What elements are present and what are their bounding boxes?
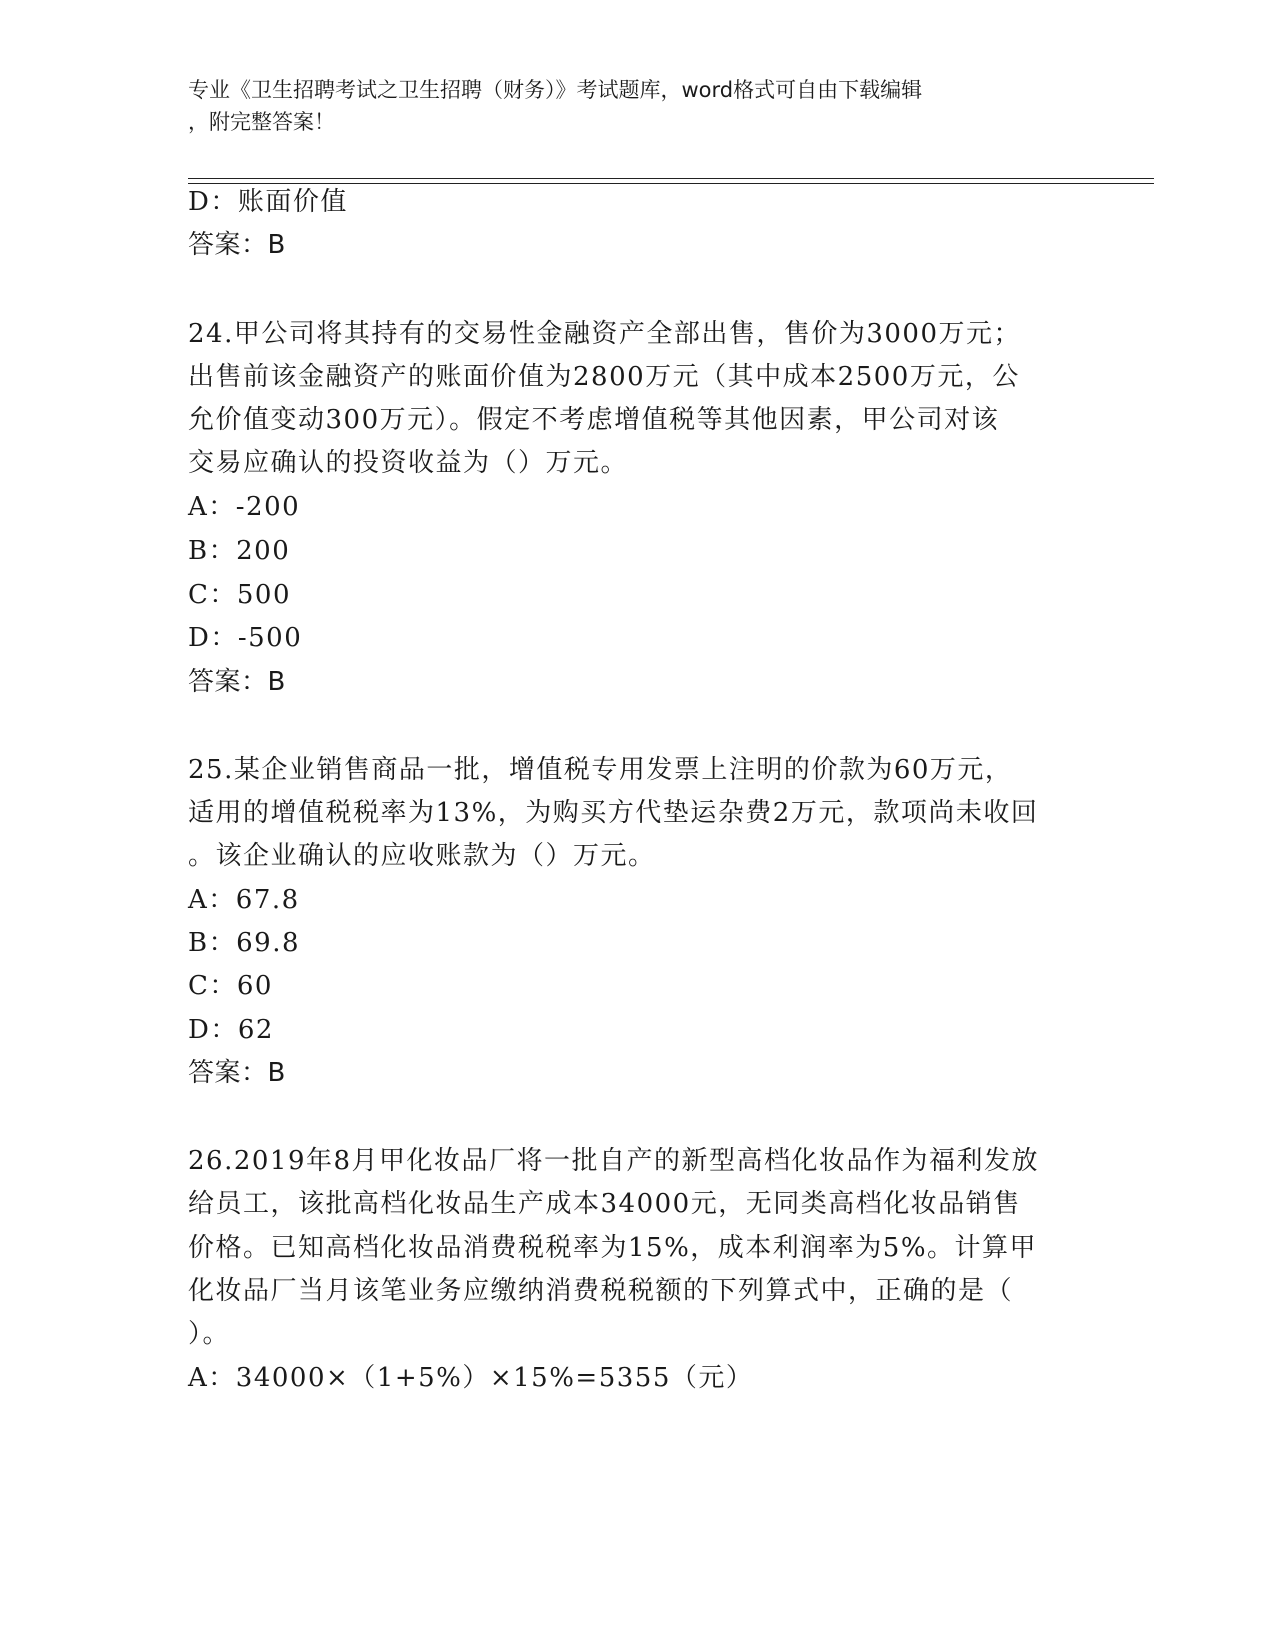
- q25-option-b: B：69.8: [188, 928, 300, 958]
- header-title-line-2: ，附完整答案！: [188, 110, 335, 134]
- q25-text-line-2: 适用的增值税税率为13%，为购买方代垫运杂费2万元，款项尚未收回: [188, 798, 1039, 828]
- q24-option-d: D：-500: [188, 623, 303, 653]
- q26-option-a: A：34000×（1+5%）×15%=5355（元）: [188, 1363, 754, 1393]
- q25-option-a: A：67.8: [188, 885, 300, 915]
- q24-text-line-4: 交易应确认的投资收益为（）万元。: [188, 448, 629, 478]
- q24-option-c: C：500: [188, 580, 292, 610]
- q24-option-a: A：-200: [188, 492, 301, 522]
- document-header: [188, 74, 1068, 138]
- q26-text-line-5: ）。: [188, 1319, 231, 1349]
- q25-option-c: C：60: [188, 971, 273, 1001]
- q24-text-line-3: 允价值变动300万元）。假定不考虑增值税等其他因素，甲公司对该: [188, 405, 1000, 435]
- q24-text-line-2: 出售前该金融资产的账面价值为2800万元（其中成本2500万元，公: [188, 362, 1020, 392]
- q25-text-line-3: 。该企业确认的应收账款为（）万元。: [188, 841, 656, 871]
- q24-option-b: B：200: [188, 536, 291, 566]
- header-title-line-1: 专业《卫生招聘考试之卫生招聘（财务）》考试题库，word格式可自由下载编辑: [188, 78, 923, 102]
- q26-text-line-1: 26.2019年8月甲化妆品厂将一批自产的新型高档化妆品作为福利发放: [188, 1146, 1040, 1176]
- q26-text-line-2: 给员工，该批高档化妆品生产成本34000元，无同类高档化妆品销售: [188, 1189, 1021, 1219]
- q24-answer: 答案：B: [188, 667, 286, 697]
- header-rule-bottom: [188, 183, 1154, 184]
- prev-option-d: D：账面价值: [188, 187, 348, 217]
- q26-text-line-4: 化妆品厂当月该笔业务应缴纳消费税税额的下列算式中，正确的是（: [188, 1276, 1014, 1306]
- header-rule-top: [188, 178, 1154, 179]
- q25-answer: 答案：B: [188, 1058, 286, 1088]
- q26-text-line-3: 价格。已知高档化妆品消费税税率为15%，成本利润率为5%。计算甲: [188, 1233, 1038, 1263]
- q25-text-line-1: 25.某企业销售商品一批，增值税专用发票上注明的价款为60万元，: [188, 755, 1013, 785]
- q24-text-line-1: 24.甲公司将其持有的交易性金融资产全部出售，售价为3000万元；: [188, 319, 1022, 349]
- prev-answer: 答案：B: [188, 230, 286, 260]
- q25-option-d: D：62: [188, 1015, 274, 1045]
